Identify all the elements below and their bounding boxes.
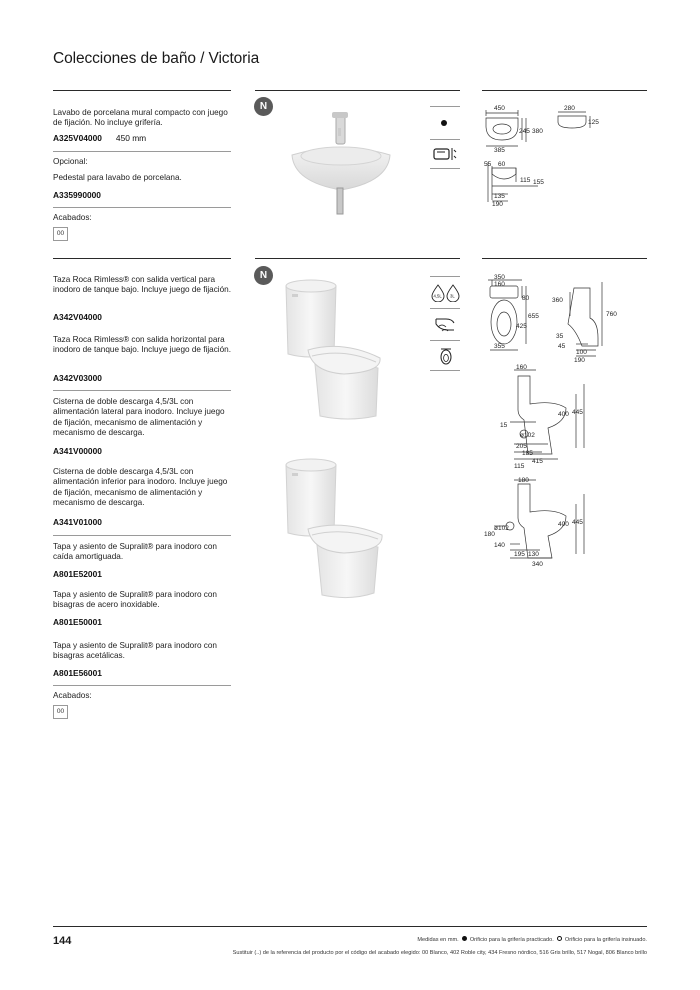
icon-divider [430,168,460,169]
dim-label: 180 [518,477,529,484]
section-divider [53,258,231,259]
product-code: A801E50001 [53,617,102,627]
product-description: Cisterna de doble descarga 4,5/3L con alimentación lateral para inodoro. Incluye juego de fijación, mecanismo de alimentación y mecanismo de descarga. [53,397,225,437]
flush-volume-label: 3L [450,293,455,299]
dim-label: ø102 [494,525,509,532]
dim-label: 35 [556,333,564,340]
optional-code: A335990000 [53,190,101,200]
finishes-label: Acabados: [53,691,92,700]
dim-label: ø102 [520,432,535,439]
dim-label: 185 [522,450,533,457]
divider [53,151,231,152]
section-divider [482,258,647,259]
finish-swatch: 00 [53,227,68,241]
dim-label: 450 [494,105,505,112]
toilet-horizontal-outlet-drawing [480,474,616,570]
wall-basin-icon [432,146,458,162]
flush-volume-label: 4,5L [433,293,442,299]
footer-legend-marked: Orificio para la grifería insinuado. [564,937,647,943]
dim-label: 445 [572,519,583,526]
optional-label: Opcional: [53,157,88,166]
product-size: 450 mm [115,133,147,143]
dim-label: 45 [558,343,566,350]
dim-label: 760 [606,311,617,318]
product-code: A801E52001 [53,569,102,579]
section-divider [255,258,460,259]
product-code: A341V00000 [53,446,102,456]
dim-label: 195 [514,551,525,558]
dim-label: 135 [494,193,505,200]
toilet-vertical-image [278,276,388,426]
product-description: Tapa y asiento de Supralit® para inodoro con bisagras acetálicas. [53,641,217,661]
dim-label: 155 [533,179,544,186]
page-number: 144 [53,935,72,947]
dim-label: 130 [528,551,539,558]
dim-label: 380 [532,128,543,135]
product-code: A342V03000 [53,373,102,383]
footer-finish-note: Sustituir (..) de la referencia del producto por el código del acabado elegido: 00 Blanco, 402 Roble city, 434 Fresno nórdico, 516 Gris brillo, 517 Nogal, 806 Blanco brillo [232,950,647,956]
product-description: Cisterna de doble descarga 4,5/3L con alimentación inferior para inodoro. Incluye juego de fijación, mecanismo de alimentación y mecanismo de descarga. [53,467,228,507]
new-badge: N [254,97,273,116]
dim-label: 115 [520,177,531,184]
dim-label: 15 [500,422,508,429]
footer-legend-drilled: Orificio para la grifería practicado. [469,937,554,943]
dim-label: 60 [498,161,506,168]
divider [53,390,231,391]
dim-label: 280 [564,105,575,112]
dim-label: 180 [484,531,495,538]
dim-label: 100 [576,349,587,356]
dim-label: 360 [552,297,563,304]
icon-divider [430,370,460,371]
section-divider [53,90,231,91]
dim-label: 160 [494,281,505,288]
dim-label: 160 [516,364,527,371]
dim-label: 415 [532,458,543,465]
product-code [53,133,146,143]
dim-label: 340 [532,561,543,568]
dim-label: 245 [519,128,530,135]
dim-label: 205 [516,443,527,450]
dim-label: 115 [514,463,525,470]
empty-circle-icon [557,936,562,941]
icon-divider [430,340,460,341]
page-title: Colecciones de baño / Victoria [53,50,260,67]
finish-swatch: 00 [53,705,68,719]
product-description: Taza Roca Rimless® con salida horizontal para inodoro de tanque bajo. Incluye juego de fijación. [53,335,231,355]
footer-legend-units: Medidas en mm. [417,937,459,943]
finishes-label: Acabados: [53,213,92,222]
dual-flush-icon [430,282,462,302]
product-description: Lavabo de porcelana mural compacto con juego de fijación. No incluye grifería. [53,108,228,128]
dim-label: 55 [484,161,492,168]
section-divider [482,90,647,91]
toilet-plan-drawing [478,272,648,368]
icon-divider [430,139,460,140]
product-description: Tapa y asiento de Supralit® para inodoro con caída amortiguada. [53,542,217,562]
toilet-top-icon [436,346,456,366]
dim-label: 190 [492,201,503,208]
rimless-flush-icon [432,313,460,335]
dim-label: 125 [588,119,599,126]
optional-text: Pedestal para lavabo de porcelana. [53,173,182,182]
product-code-text: A325V04000 [53,133,102,143]
filled-circle-icon [462,936,467,941]
toilet-horizontal-image [278,455,388,605]
divider [53,207,231,208]
dot-icon [441,120,447,126]
icon-divider [430,106,460,107]
product-code: A341V01000 [53,517,102,527]
icon-divider [430,308,460,309]
divider [53,535,231,536]
product-code: A801E56001 [53,668,102,678]
section-divider [255,90,460,91]
dim-label: 425 [516,323,527,330]
dim-label: 190 [574,357,585,364]
icon-divider [430,276,460,277]
footer-legend [417,936,647,943]
dim-label: 350 [494,274,505,281]
new-badge: N [254,266,273,285]
dim-label: 400 [558,411,569,418]
toilet-vertical-outlet-drawing [496,364,616,470]
basin-technical-drawing [478,102,648,210]
product-code: A342V04000 [53,312,102,322]
dim-label: 80 [522,295,530,302]
product-description: Tapa y asiento de Supralit® para inodoro con bisagras de acero inoxidable. [53,590,217,610]
dim-label: 445 [572,409,583,416]
footer-divider [53,926,647,927]
dim-label: 385 [494,147,505,154]
dim-label: 140 [494,542,505,549]
washbasin-image [286,100,396,215]
dim-label: 655 [528,313,539,320]
product-description: Taza Roca Rimless® con salida vertical para inodoro de tanque bajo. Incluye juego de fijación. [53,275,231,295]
divider [53,685,231,686]
dim-label: 400 [558,521,569,528]
dim-label: 355 [494,343,505,350]
